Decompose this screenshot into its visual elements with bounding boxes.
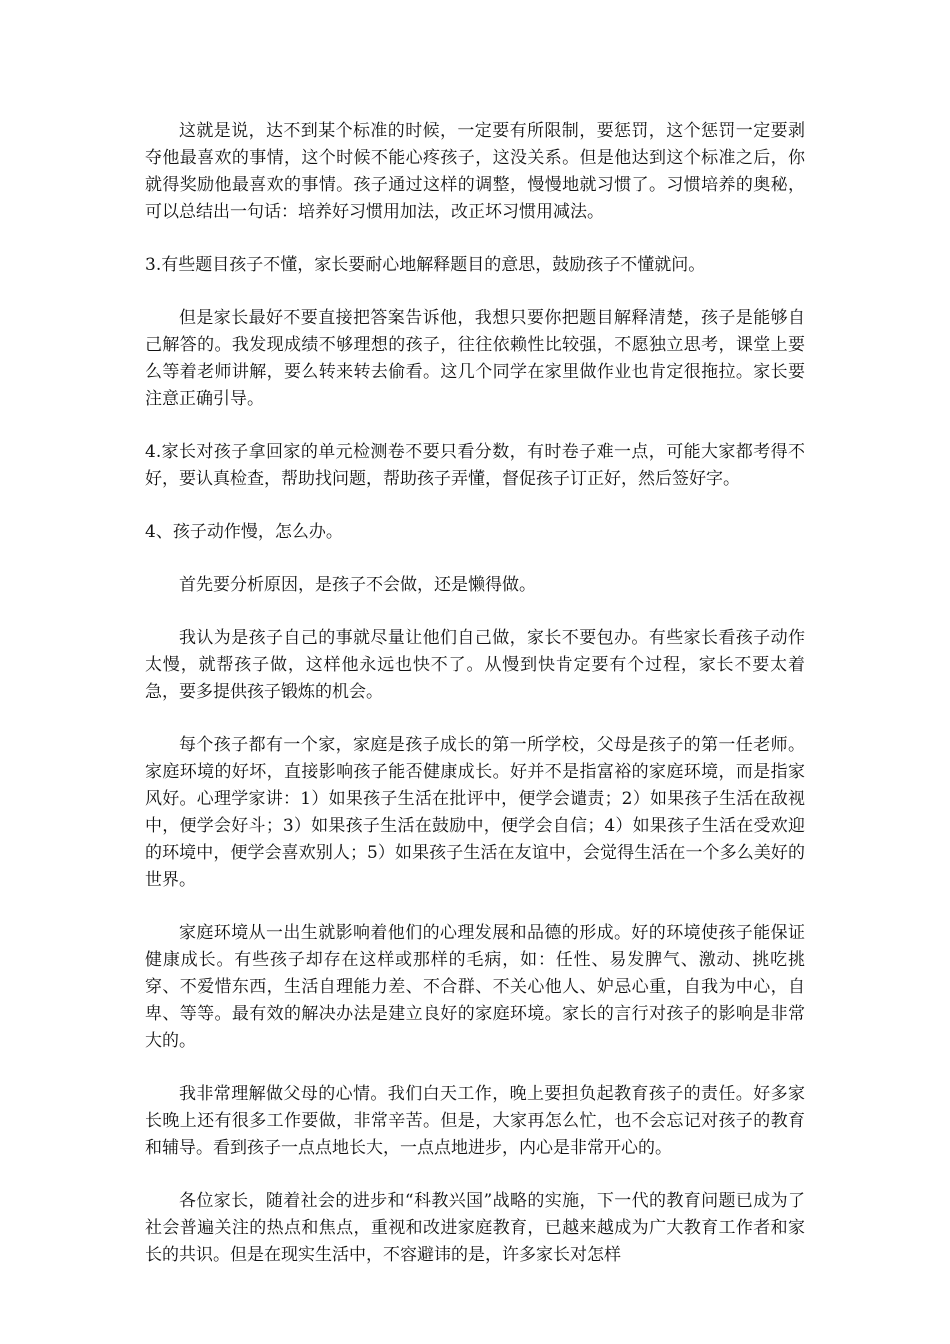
paragraph-analyze-reason: 首先要分析原因，是孩子不会做，还是懒得做。	[179, 575, 536, 595]
paragraph-dear-parents: 各位家长，随着社会的进步和“科教兴国”战略的实施，下一代的教育问题已成为了社会普遍关注的热点和焦点，重视和改进家庭教育，已越来越成为广大教育工作者和家长的共识。但是在现实生活中，不容避讳的是，许多家长对怎样	[145, 1191, 805, 1265]
paragraph-family-environment: 家庭环境从一出生就影响着他们的心理发展和品德的形成。好的环境使孩子能保证健康成长。有些孩子却存在这样或那样的毛病，如：任性、易发脾气、激动、挑吃挑穿、不爱惜东西，生活自理能力差、不合群、不关心他人、妒忌心重，自我为中心，自卑、等等。最有效的解决办法是建立良好的家庭环境。家长的言行对孩子的影响是非常大的。	[145, 923, 805, 1051]
paragraph-parents-feelings: 我非常理解做父母的心情。我们白天工作，晚上要担负起教育孩子的责任。好多家长晚上还有很多工作要做，非常辛苦。但是，大家再怎么忙，也不会忘记对孩子的教育和辅导。看到孩子一点点地长大，一点点地进步，内心是非常开心的。	[145, 1084, 805, 1158]
paragraph-item-4: 4.家长对孩子拿回家的单元检测卷不要只看分数，有时卷子难一点，可能大家都考得不好，要认真检查，帮助找问题，帮助孩子弄懂，督促孩子订正好，然后签好字。	[145, 442, 805, 489]
paragraph-habit-reward: 这就是说，达不到某个标准的时候，一定要有所限制，要惩罚，这个惩罚一定要剥夺他最喜欢的事情，这个时候不能心疼孩子，这没关系。但是他达到这个标准之后，你就得奖励他最喜欢的事情。孩子通过这样的调整，慢慢地就习惯了。习惯培养的奥秘，可以总结出一句话：培养好习惯用加法，改正坏习惯用减法。	[145, 121, 805, 222]
document-body	[145, 118, 805, 1269]
paragraph-item-3: 3.有些题目孩子不懂，家长要耐心地解释题目的意思，鼓励孩子不懂就问。	[145, 255, 706, 275]
section-heading-slow-child: 4、孩子动作慢，怎么办。	[145, 522, 343, 542]
paragraph-explain-questions: 但是家长最好不要直接把答案告诉他，我想只要你把题目解释清楚，孩子是能够自己解答的。我发现成绩不够理想的孩子，往往依赖性比较强，不愿独立思考，课堂上要么等着老师讲解，要么转来转去偷看。这几个同学在家里做作业也肯定很拖拉。家长要注意正确引导。	[145, 308, 805, 409]
paragraph-let-child-do: 我认为是孩子自己的事就尽量让他们自己做，家长不要包办。有些家长看孩子动作太慢，就帮孩子做，这样他永远也快不了。从慢到快肯定要有个过程，家长不要太着急，要多提供孩子锻炼的机会。	[145, 628, 805, 702]
paragraph-family-school: 每个孩子都有一个家，家庭是孩子成长的第一所学校，父母是孩子的第一任老师。家庭环境的好坏，直接影响孩子能否健康成长。好并不是指富裕的家庭环境，而是指家风好。心理学家讲：1）如果孩子生活在批评中，便学会谴责；2）如果孩子生活在敌视中，便学会好斗；3）如果孩子生活在鼓励中，便学会自信；4）如果孩子生活在受欢迎的环境中，便学会喜欢别人；5）如果孩子生活在友谊中，会觉得生活在一个多么美好的世界。	[145, 735, 805, 890]
